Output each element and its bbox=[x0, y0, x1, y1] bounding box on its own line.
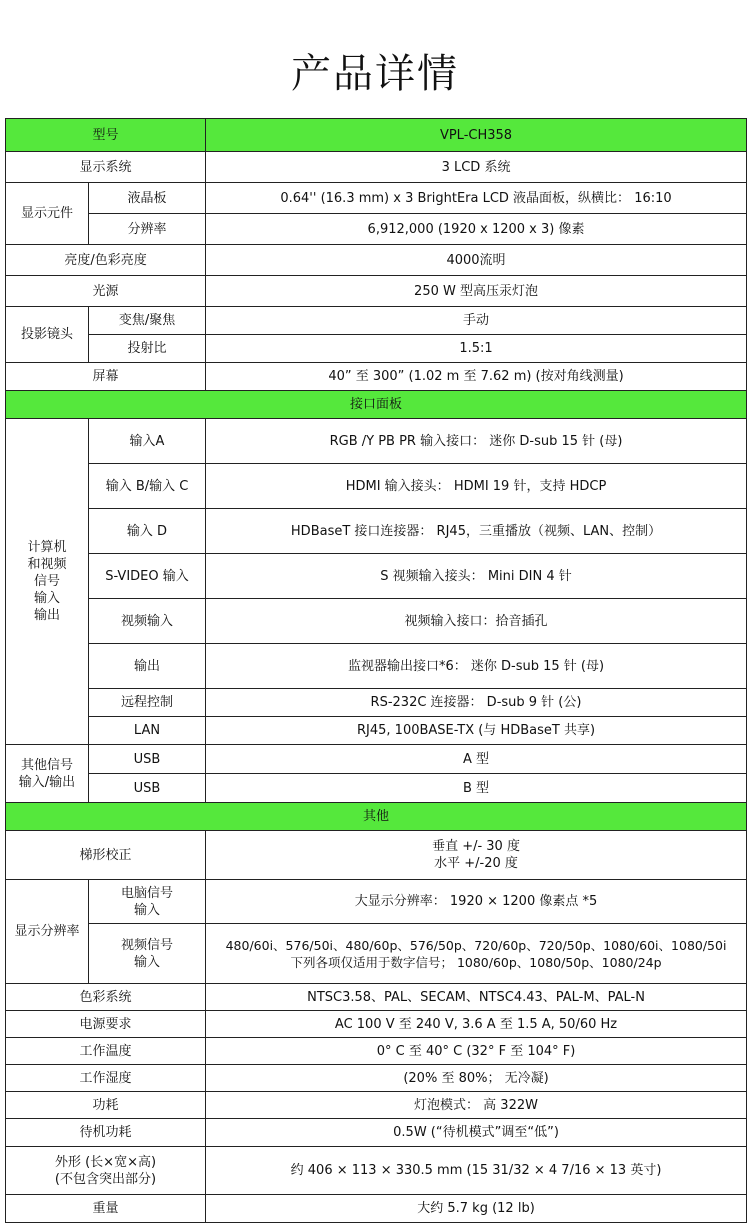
remote-control-value: RS-232C 连接器： D-sub 9 针 (公) bbox=[206, 689, 747, 717]
display-element-label: 显示元件 bbox=[6, 183, 89, 245]
power-consumption-label: 功耗 bbox=[6, 1092, 206, 1119]
model-value: VPL-CH358 bbox=[206, 119, 747, 152]
power-requirement-label: 电源要求 bbox=[6, 1011, 206, 1038]
keystone-label: 梯形校正 bbox=[6, 831, 206, 880]
color-system-label: 色彩系统 bbox=[6, 984, 206, 1011]
weight-label: 重量 bbox=[6, 1195, 206, 1223]
computer-video-io-label: 计算机 和视频 信号 输入 输出 bbox=[6, 419, 89, 745]
remote-control-label: 远程控制 bbox=[89, 689, 206, 717]
input-d-label: 输入 D bbox=[89, 509, 206, 554]
svideo-value: S 视频输入接头： Mini DIN 4 针 bbox=[206, 554, 747, 599]
other-io-label: 其他信号 输入/输出 bbox=[6, 745, 89, 803]
svideo-label: S-VIDEO 输入 bbox=[89, 554, 206, 599]
operating-humidity-label: 工作湿度 bbox=[6, 1065, 206, 1092]
color-system-value: NTSC3.58、PAL、SECAM、NTSC4.43、PAL-M、PAL-N bbox=[206, 984, 747, 1011]
zoom-focus-value: 手动 bbox=[206, 307, 747, 335]
lan-label: LAN bbox=[89, 717, 206, 745]
dimensions-value: 约 406 × 113 × 330.5 mm (15 31/32 × 4 7/16 × 13 英寸) bbox=[206, 1147, 747, 1195]
screen-label: 屏幕 bbox=[6, 363, 206, 391]
input-d-value: HDBaseT 接口连接器： RJ45，三重播放（视频、LAN、控制） bbox=[206, 509, 747, 554]
spec-table bbox=[5, 118, 747, 1223]
operating-temperature-value: 0° C 至 40° C (32° F 至 104° F) bbox=[206, 1038, 747, 1065]
usb-a-value: A 型 bbox=[206, 745, 747, 774]
video-signal-label: 视频信号 输入 bbox=[89, 924, 206, 984]
resolution-label: 分辨率 bbox=[89, 214, 206, 245]
other-header: 其他 bbox=[6, 803, 747, 831]
resolution-value: 6,912,000 (1920 x 1200 x 3) 像素 bbox=[206, 214, 747, 245]
operating-humidity-value: (20% 至 80%； 无冷凝) bbox=[206, 1065, 747, 1092]
lcd-panel-value: 0.64'' (16.3 mm) x 3 BrightEra LCD 液晶面板，纵横比： 16:10 bbox=[206, 183, 747, 214]
video-signal-value: 480/60i、576/50i、480/60p、576/50p、720/60p、720/50p、1080/60i、1080/50i 下列各项仅适用于数字信号； 1080/60p、1080/50p、1080/24p bbox=[206, 924, 747, 984]
input-a-label: 输入A bbox=[89, 419, 206, 464]
output-label: 输出 bbox=[89, 644, 206, 689]
brightness-label: 亮度/色彩亮度 bbox=[6, 245, 206, 276]
video-input-label: 视频输入 bbox=[89, 599, 206, 644]
throw-ratio-value: 1.5:1 bbox=[206, 335, 747, 363]
screen-value: 40” 至 300” (1.02 m 至 7.62 m) (按对角线测量) bbox=[206, 363, 747, 391]
lcd-panel-label: 液晶板 bbox=[89, 183, 206, 214]
power-requirement-value: AC 100 V 至 240 V, 3.6 A 至 1.5 A, 50/60 Hz bbox=[206, 1011, 747, 1038]
video-input-value: 视频输入接口：拾音插孔 bbox=[206, 599, 747, 644]
weight-value: 大约 5.7 kg (12 lb) bbox=[206, 1195, 747, 1223]
pc-signal-value: 大显示分辨率： 1920 × 1200 像素点 *5 bbox=[206, 880, 747, 924]
pc-signal-label: 电脑信号 输入 bbox=[89, 880, 206, 924]
model-label: 型号 bbox=[6, 119, 206, 152]
power-consumption-value: 灯泡模式： 高 322W bbox=[206, 1092, 747, 1119]
display-system-label: 显示系统 bbox=[6, 152, 206, 183]
display-resolution-label: 显示分辨率 bbox=[6, 880, 89, 984]
input-bc-label: 输入 B/输入 C bbox=[89, 464, 206, 509]
lens-label: 投影镜头 bbox=[6, 307, 89, 363]
operating-temperature-label: 工作温度 bbox=[6, 1038, 206, 1065]
interface-panel-header: 接口面板 bbox=[6, 391, 747, 419]
standby-power-label: 待机功耗 bbox=[6, 1119, 206, 1147]
display-system-value: 3 LCD 系统 bbox=[206, 152, 747, 183]
usb-a-label: USB bbox=[89, 745, 206, 774]
light-source-value: 250 W 型高压汞灯泡 bbox=[206, 276, 747, 307]
input-bc-value: HDMI 输入接头： HDMI 19 针，支持 HDCP bbox=[206, 464, 747, 509]
light-source-label: 光源 bbox=[6, 276, 206, 307]
usb-b-label: USB bbox=[89, 774, 206, 803]
lan-value: RJ45, 100BASE-TX (与 HDBaseT 共享) bbox=[206, 717, 747, 745]
output-value: 监视器输出接口*6： 迷你 D-sub 15 针 (母) bbox=[206, 644, 747, 689]
dimensions-label: 外形 (长×宽×高) (不包含突出部分) bbox=[6, 1147, 206, 1195]
input-a-value: RGB /Y PB PR 输入接口： 迷你 D-sub 15 针 (母) bbox=[206, 419, 747, 464]
keystone-value: 垂直 +/- 30 度 水平 +/-20 度 bbox=[206, 831, 747, 880]
zoom-focus-label: 变焦/聚焦 bbox=[89, 307, 206, 335]
brightness-value: 4000流明 bbox=[206, 245, 747, 276]
standby-power-value: 0.5W (“待机模式”调至“低”) bbox=[206, 1119, 747, 1147]
page-title: 产品详情 bbox=[291, 51, 459, 97]
usb-b-value: B 型 bbox=[206, 774, 747, 803]
throw-ratio-label: 投射比 bbox=[89, 335, 206, 363]
